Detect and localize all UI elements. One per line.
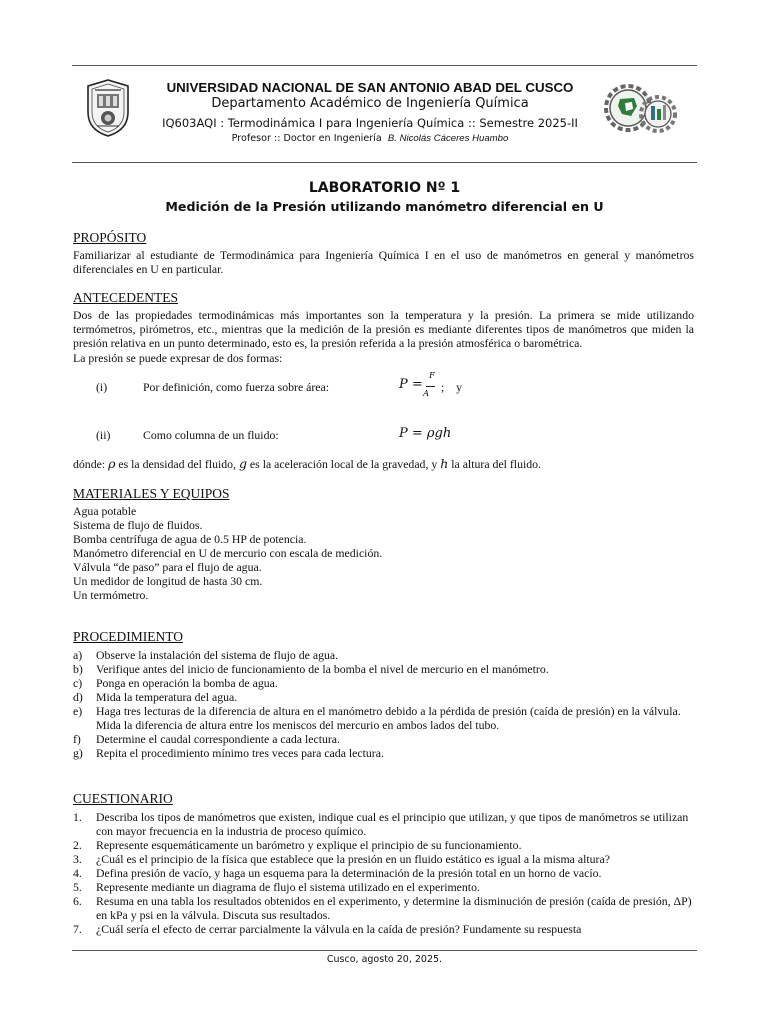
- item-text: Defina presión de vacío, y haga un esquema para la determinación de la presión total en un horno de vacío.: [96, 866, 602, 880]
- list-item: [73, 894, 698, 922]
- material-item: Manómetro diferencial en U de mercurio con escala de medición.: [73, 546, 383, 560]
- item-text: Describa los tipos de manómetros que existen, indique cual es el principio que utilizan, y que tipos de manómetros se utilizan con mayor frecuencia en la industria de proceso químico.: [96, 810, 689, 838]
- rho-symbol: ρ: [108, 456, 116, 471]
- university-name: UNIVERSIDAD NACIONAL DE SAN ANTONIO ABAD DEL CUSCO: [166, 80, 574, 95]
- procedimiento-list: [73, 648, 698, 760]
- proposito-heading: PROPÓSITO: [73, 230, 147, 245]
- material-item: Agua potable: [73, 504, 137, 518]
- lab-title: LABORATORIO Nº 1: [308, 180, 461, 196]
- list-item: [73, 732, 698, 746]
- list-item: [73, 866, 698, 880]
- department-gear-logo-icon: [602, 80, 680, 140]
- formula-p-equals: P =: [399, 377, 423, 392]
- item-text: Represente esquemáticamente un barómetro y explique el principio de su funcionamiento.: [96, 838, 522, 852]
- fraction-bar: [426, 386, 435, 387]
- list-item: [73, 648, 698, 662]
- item-marker: f): [73, 732, 81, 746]
- item-marker: 5.: [73, 880, 82, 894]
- form-i-label: Por definición, como fuerza sobre área:: [143, 380, 330, 394]
- proposito-text: Familiarizar al estudiante de Termodinámica para Ingeniería Química I en el uso de manómetros en general y manómetros diferenciales en U en particular.: [73, 248, 694, 276]
- item-marker: g): [73, 746, 83, 760]
- item-text: Determine el caudal correspondiente a cada lectura.: [96, 732, 340, 746]
- list-item: [73, 662, 698, 676]
- material-item: Un medidor de longitud de hasta 30 cm.: [73, 574, 263, 588]
- cuestionario-heading: CUESTIONARIO: [73, 791, 173, 806]
- item-marker: e): [73, 704, 83, 718]
- donde-line: [73, 457, 541, 471]
- item-marker: 7.: [73, 922, 82, 936]
- h-symbol: h: [440, 456, 449, 471]
- item-text: Observe la instalación del sistema de flujo de agua.: [96, 648, 339, 662]
- item-text: Represente mediante un diagrama de flujo el sistema utilizado en el experimento.: [96, 880, 480, 894]
- item-marker: 4.: [73, 866, 82, 880]
- formula-numerator: F: [429, 371, 435, 381]
- form-i-marker: (i): [96, 380, 108, 394]
- item-marker: 2.: [73, 838, 82, 852]
- cuestionario-list: [73, 810, 698, 936]
- formula-denominator: A: [423, 389, 430, 399]
- university-crest-icon: [85, 78, 131, 138]
- department-name: Departamento Académico de Ingeniería Química: [211, 96, 529, 111]
- formula-suffix: ; y: [441, 380, 462, 394]
- material-item: Sistema de flujo de fluidos.: [73, 518, 203, 532]
- footer-rule: [72, 950, 697, 951]
- donde-prefix: dónde:: [73, 457, 106, 471]
- materiales-heading: MATERIALES Y EQUIPOS: [73, 486, 230, 501]
- professor-prefix: Profesor :: Doctor en Ingeniería: [231, 133, 382, 144]
- item-text: Mida la temperatura del agua.: [96, 690, 238, 704]
- rho-text: es la densidad del fluido,: [118, 457, 236, 471]
- lab-subtitle: Medición de la Presión utilizando manómetro diferencial en U: [165, 199, 604, 214]
- list-item: [73, 922, 698, 936]
- course-line: IQ603AQI : Termodinámica I para Ingeniería Química :: Semestre 2025-II: [162, 116, 578, 130]
- list-item: [73, 852, 698, 866]
- footer-date: Cusco, agosto 20, 2025.: [326, 954, 443, 965]
- antecedentes-text: Dos de las propiedades termodinámicas más importantes son la temperatura y la presión. La primera se mide utilizando termómetros, pirómetros, etc., mientras que la medición de la presión es mediante diferentes tipos de manómetros que miden la presión relativa en un punto determinado, esto es, la presión referida a la presión atmosférica o barométrica.: [73, 308, 694, 350]
- item-marker: 3.: [73, 852, 82, 866]
- professor-name: B. Nicolás Cáceres Huambo: [387, 133, 509, 144]
- list-item: [73, 746, 698, 760]
- material-item: Un termómetro.: [73, 588, 149, 602]
- antecedentes-heading: ANTECEDENTES: [73, 290, 178, 305]
- professor-line: [140, 133, 600, 144]
- formula-fluid-column: P = ρgh: [399, 426, 452, 441]
- list-item: [73, 704, 698, 732]
- h-text: la altura del fluido.: [451, 457, 541, 471]
- form-ii-label: Como columna de un fluido:: [143, 428, 279, 442]
- item-text: Resuma en una tabla los resultados obtenidos en el experimento, y determine la disminución de presión (caída de presión, ΔP) en kPa y psi en la válvula. Discuta sus resultados.: [96, 894, 692, 922]
- antecedentes-intro: La presión se puede expresar de dos formas:: [73, 351, 283, 365]
- item-marker: a): [73, 648, 83, 662]
- item-text: Haga tres lecturas de la diferencia de altura en el manómetro debido a la pérdida de presión (caída de presión) en la válvula. Mida la diferencia de altura entre los meniscos del mercurio en ambos lados del tubo.: [96, 704, 681, 732]
- g-text: es la aceleración local de la gravedad, y: [249, 457, 438, 471]
- item-marker: c): [73, 676, 83, 690]
- g-symbol: g: [238, 456, 247, 471]
- header-bottom-rule: [72, 162, 697, 163]
- item-marker: d): [73, 690, 83, 704]
- header-top-rule: [72, 65, 697, 66]
- item-marker: 6.: [73, 894, 82, 908]
- item-marker: b): [73, 662, 83, 676]
- item-text: Verifique antes del inicio de funcionamiento de la bomba el nivel de mercurio en el manómetro.: [96, 662, 549, 676]
- item-text: ¿Cuál es el principio de la física que establece que la presión en un fluido estático es igual a la misma altura?: [96, 852, 610, 866]
- item-text: ¿Cuál sería el efecto de cerrar parcialmente la válvula en la caída de presión? Fundamente su respuesta: [96, 922, 582, 936]
- item-text: Repita el procedimiento mínimo tres veces para cada lectura.: [96, 746, 384, 760]
- list-item: [73, 880, 698, 894]
- list-item: [73, 810, 698, 838]
- form-ii-marker: (ii): [96, 428, 111, 442]
- material-item: Válvula “de paso” para el flujo de agua.: [73, 560, 262, 574]
- procedimiento-heading: PROCEDIMIENTO: [73, 629, 184, 644]
- list-item: [73, 690, 698, 704]
- item-text: Ponga en operación la bomba de agua.: [96, 676, 278, 690]
- list-item: [73, 676, 698, 690]
- material-item: Bomba centrífuga de agua de 0.5 HP de potencia.: [73, 532, 307, 546]
- item-marker: 1.: [73, 810, 82, 824]
- list-item: [73, 838, 698, 852]
